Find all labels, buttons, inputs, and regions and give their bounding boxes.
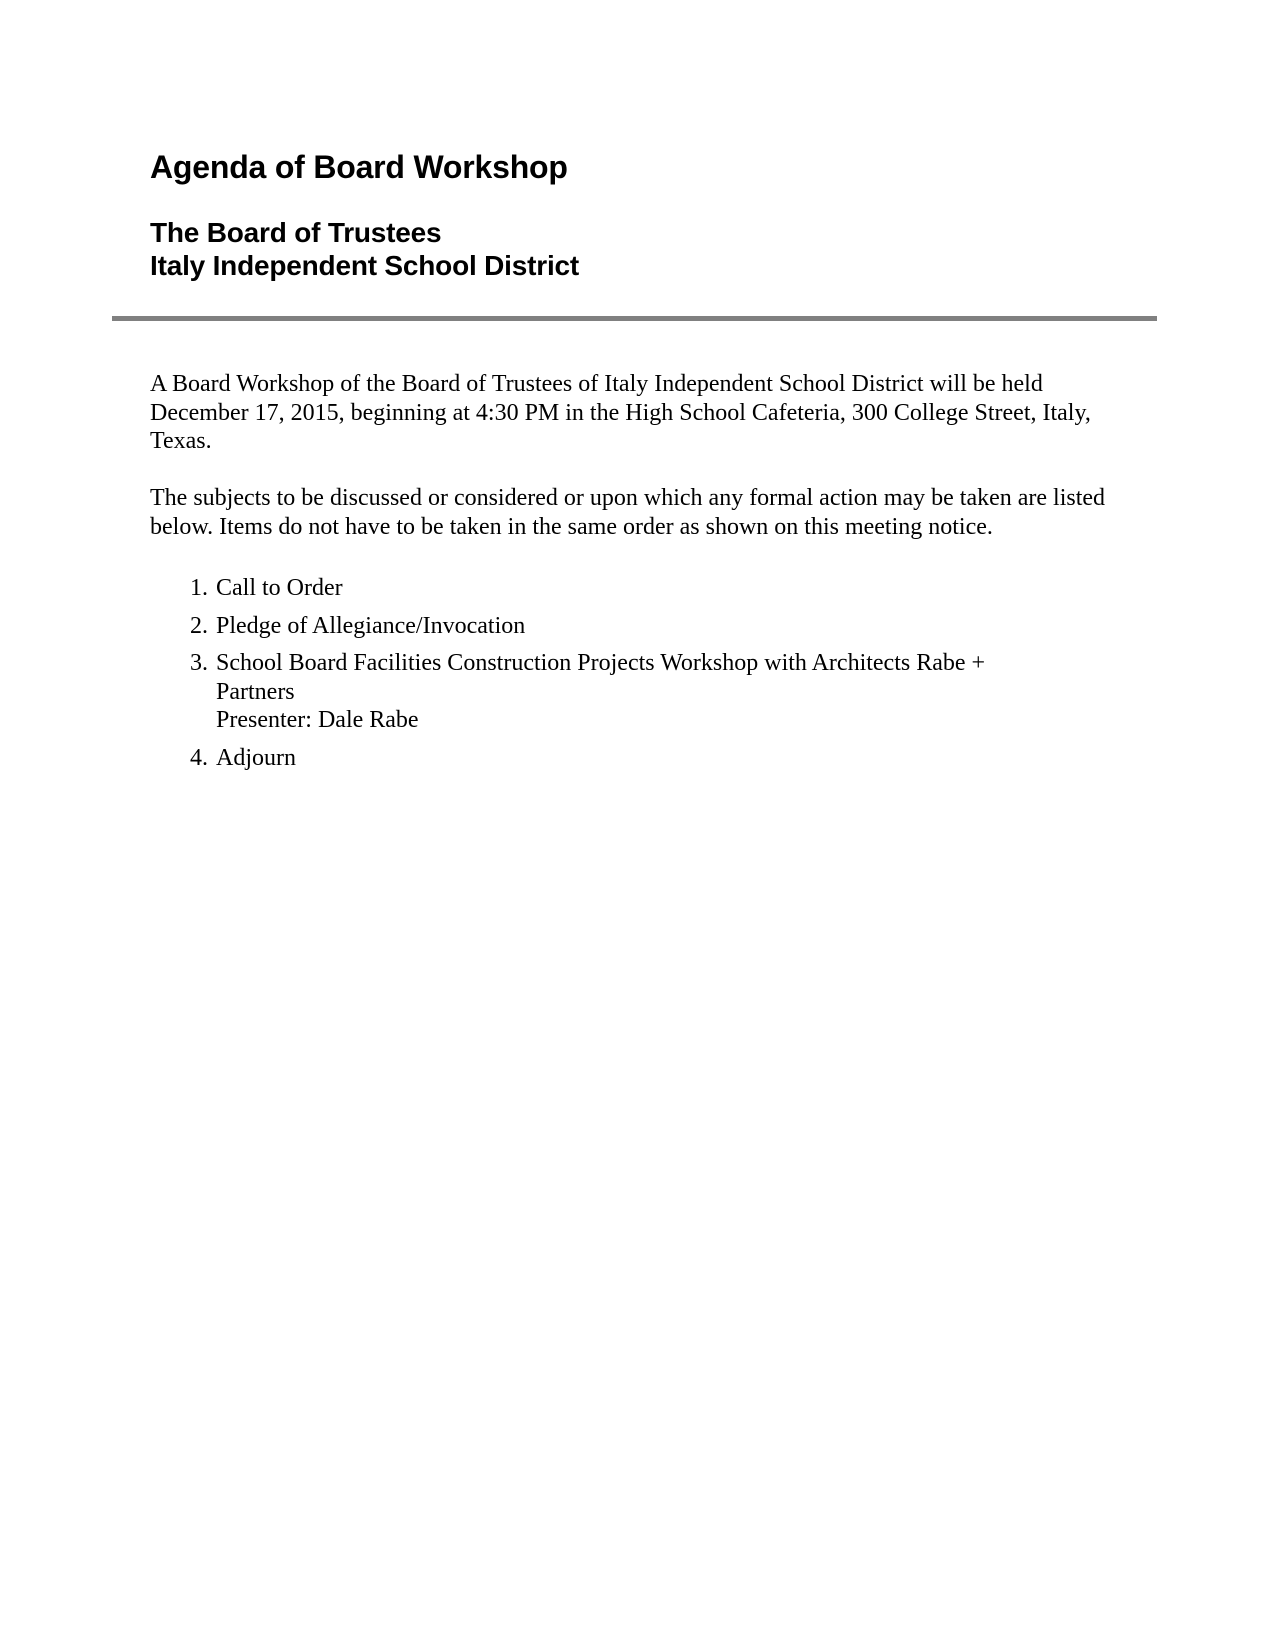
document-title: Agenda of Board Workshop [150,149,568,185]
subjects-paragraph: The subjects to be discussed or considered or upon which any formal action may be taken are listed below. Items do not have to be taken in the same order as shown on this meeting notice. [150,485,1106,540]
agenda-item-call-to-order [150,574,1110,603]
organization-line-district: Italy Independent School District [150,250,580,281]
organization-heading [150,216,579,282]
agenda-item-text: Adjourn [216,744,296,771]
agenda-item-number: 4. [190,744,208,771]
agenda-item-text: Call to Order [216,575,343,601]
organization-line-board: The Board of Trustees [150,217,442,248]
agenda-item-pledge [150,612,1110,641]
agenda-item-facilities-workshop [150,649,1110,735]
agenda-item-presenter: Presenter: Dale Rabe [216,707,419,733]
agenda-list [150,574,1110,781]
agenda-item-text: School Board Facilities Construction Projects Workshop with Architects Rabe + Partners [216,650,986,705]
agenda-item-number: 3. [190,650,208,676]
agenda-item-adjourn [150,744,1110,773]
header-divider [112,316,1157,321]
agenda-item-number: 2. [190,612,208,639]
meeting-notice-paragraph: A Board Workshop of the Board of Trustees of Italy Independent School District will be held December 17, 2015, beginning at 4:30 PM in the High School Cafeteria, 300 College Street, Italy, Texas. [150,371,1091,454]
agenda-item-text: Pledge of Allegiance/Invocation [216,612,526,639]
agenda-item-number: 1. [190,575,208,601]
